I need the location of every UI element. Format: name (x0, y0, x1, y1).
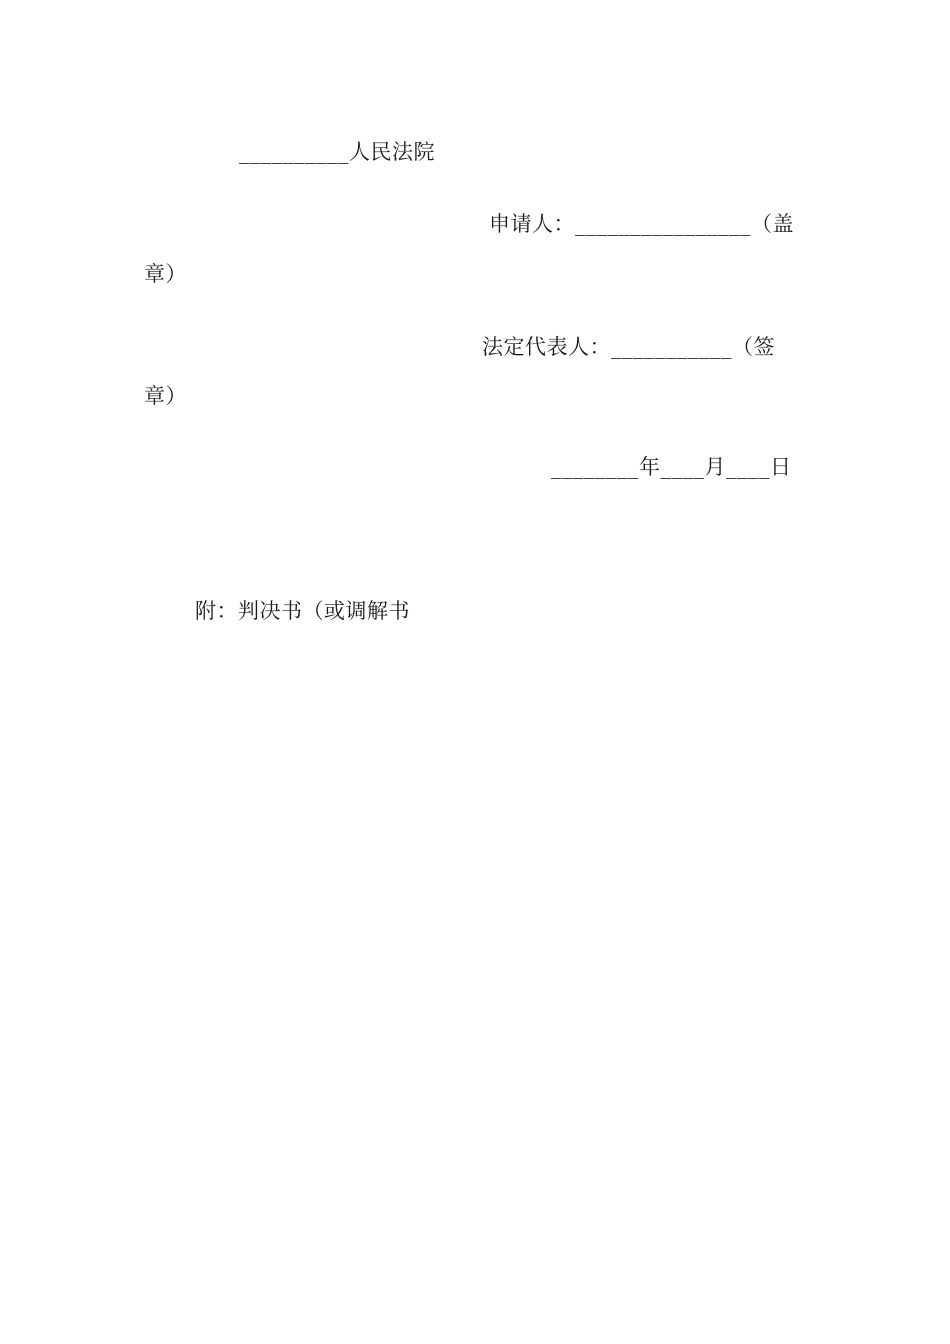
applicant-blank: ________________ (575, 212, 751, 236)
representative-label: 法定代表人： (482, 335, 611, 359)
representative-sign-note-end: 章） (144, 384, 187, 408)
month-blank: ____ (660, 455, 705, 479)
year-label: 年 (639, 455, 661, 479)
court-line (239, 138, 435, 166)
date-line (551, 453, 792, 481)
attachment-line (195, 597, 410, 625)
attachment-text: 附：判决书（或调解书 (195, 599, 410, 623)
applicant-seal-note-end: 章） (144, 262, 187, 286)
applicant-seal-note-continued (144, 260, 187, 288)
day-blank: ____ (726, 455, 770, 479)
month-label: 月 (704, 455, 726, 479)
court-name-blank: __________ (239, 140, 349, 164)
representative-blank: ___________ (611, 335, 732, 359)
applicant-line (489, 210, 794, 238)
representative-line (482, 333, 775, 361)
representative-sign-note: （签 (732, 335, 775, 359)
year-blank: ________ (551, 455, 639, 479)
applicant-seal-note: （盖 (751, 212, 794, 236)
day-label: 日 (770, 455, 792, 479)
court-label: 人民法院 (349, 140, 435, 164)
representative-sign-note-continued (144, 382, 187, 410)
applicant-label: 申请人： (489, 212, 575, 236)
